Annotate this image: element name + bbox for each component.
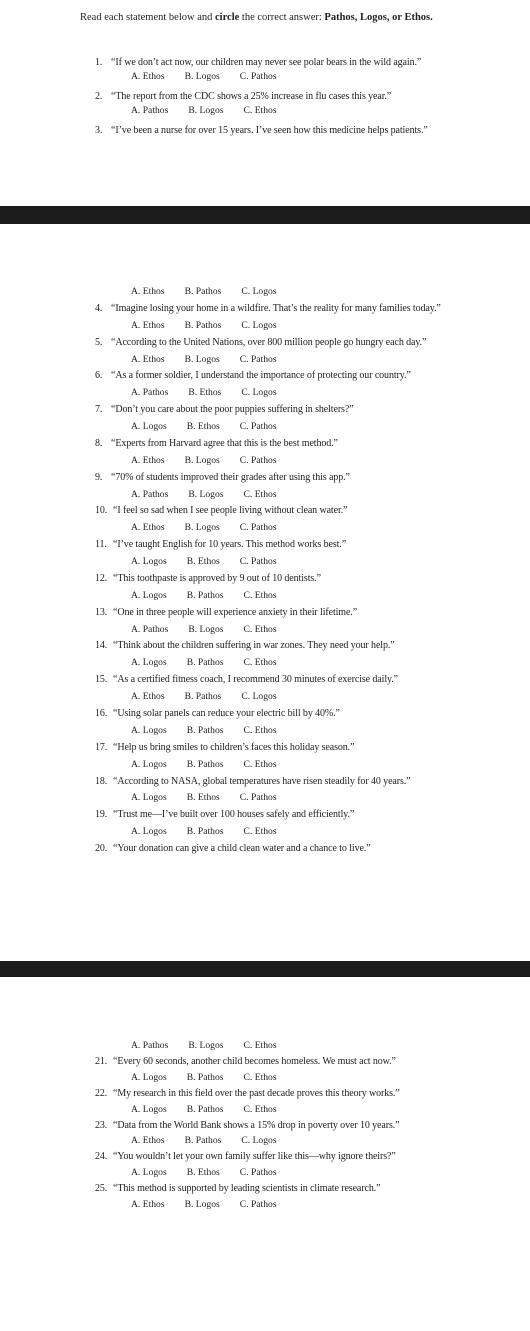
question-number: 18.	[95, 776, 108, 787]
instructions-options: Pathos, Logos, or Ethos.	[324, 12, 433, 23]
question-statement	[95, 505, 525, 516]
question-number: 22.	[95, 1088, 108, 1099]
answer-choices	[131, 1104, 297, 1115]
question-statement	[95, 776, 525, 787]
question-text: “Using solar panels can reduce your electric bill by 40%.”	[113, 708, 340, 719]
question-statement	[95, 1120, 525, 1131]
answer-choices	[131, 387, 297, 398]
answer-option-b[interactable]: B. Logos	[188, 489, 224, 500]
answer-option-b[interactable]: B. Logos	[188, 1040, 224, 1051]
answer-option-b[interactable]: B. Pathos	[184, 286, 222, 297]
answer-option-b[interactable]: B. Pathos	[184, 1135, 222, 1146]
answer-option-b[interactable]: B. Pathos	[186, 826, 224, 837]
answer-option-a[interactable]: A. Ethos	[131, 71, 165, 82]
answer-option-c[interactable]: C. Ethos	[243, 105, 277, 116]
answer-choices	[131, 691, 297, 702]
question-statement	[95, 57, 525, 68]
answer-choices	[131, 320, 297, 331]
answer-option-c[interactable]: C. Pathos	[239, 522, 277, 533]
question-number: 5.	[95, 337, 103, 348]
answer-option-a[interactable]: A. Logos	[131, 657, 167, 668]
question-text: “I’ve been a nurse for over 15 years. I’ve seen how this medicine helps patients.”	[111, 125, 428, 136]
answer-choices	[131, 590, 297, 601]
answer-option-b[interactable]: B. Ethos	[186, 556, 220, 567]
answer-choices	[131, 1135, 297, 1146]
answer-choices	[131, 759, 297, 770]
answer-option-a[interactable]: A. Logos	[131, 1072, 167, 1083]
question-statement	[95, 1088, 525, 1099]
instructions-prefix: Read each statement below and	[80, 12, 215, 23]
question-number: 17.	[95, 742, 108, 753]
answer-option-c[interactable]: C. Pathos	[239, 71, 277, 82]
question-statement	[95, 539, 525, 550]
answer-option-c[interactable]: C. Ethos	[243, 1040, 277, 1051]
question-text: “I’ve taught English for 10 years. This method works best.”	[113, 539, 347, 550]
question-number: 6.	[95, 370, 103, 381]
answer-option-a[interactable]: A. Logos	[131, 1104, 167, 1115]
answer-option-c[interactable]: C. Ethos	[243, 657, 277, 668]
answer-option-a[interactable]: A. Pathos	[131, 489, 169, 500]
question-text: “Think about the children suffering in war zones. They need your help.”	[113, 640, 395, 651]
question-number: 14.	[95, 640, 108, 651]
answer-option-a[interactable]: A. Ethos	[131, 354, 165, 365]
answer-option-c[interactable]: C. Logos	[241, 320, 277, 331]
question-number: 24.	[95, 1151, 108, 1162]
answer-option-a[interactable]: A. Logos	[131, 590, 167, 601]
question-statement	[95, 125, 525, 136]
instructions	[80, 12, 520, 23]
answer-option-a[interactable]: A. Pathos	[131, 387, 169, 398]
answer-option-b[interactable]: B. Pathos	[186, 590, 224, 601]
answer-option-b[interactable]: B. Pathos	[186, 759, 224, 770]
answer-choices	[131, 725, 297, 736]
question-text: “Data from the World Bank shows a 15% drop in poverty over 10 years.”	[113, 1120, 400, 1131]
answer-option-a[interactable]: A. Ethos	[131, 320, 165, 331]
answer-choices	[131, 1072, 297, 1083]
question-text: “My research in this field over the past decade proves this theory works.”	[113, 1088, 400, 1099]
page-break-divider	[0, 206, 530, 224]
answer-option-a[interactable]: A. Ethos	[131, 691, 165, 702]
answer-option-c[interactable]: C. Pathos	[239, 421, 277, 432]
answer-choices	[131, 657, 297, 668]
answer-choices	[131, 354, 297, 365]
question-text: “Imagine losing your home in a wildfire. That’s the reality for many families today.”	[111, 303, 441, 314]
question-number: 25.	[95, 1183, 108, 1194]
question-text: “70% of students improved their grades after using this app.”	[111, 472, 350, 483]
question-number: 7.	[95, 404, 103, 415]
question-number: 4.	[95, 303, 103, 314]
answer-option-c[interactable]: C. Ethos	[243, 1072, 277, 1083]
question-statement	[95, 573, 525, 584]
question-statement	[95, 1151, 525, 1162]
answer-option-a[interactable]: A. Logos	[131, 556, 167, 567]
question-number: 15.	[95, 674, 108, 685]
answer-choices	[131, 105, 297, 116]
answer-option-b[interactable]: B. Logos	[188, 624, 224, 635]
answer-option-a[interactable]: A. Pathos	[131, 105, 169, 116]
answer-option-a[interactable]: A. Ethos	[131, 1135, 165, 1146]
answer-option-c[interactable]: C. Pathos	[239, 455, 277, 466]
answer-option-b[interactable]: B. Logos	[184, 354, 220, 365]
answer-option-c[interactable]: C. Pathos	[239, 792, 277, 803]
answer-option-b[interactable]: B. Pathos	[186, 1072, 224, 1083]
question-statement	[95, 438, 525, 449]
answer-choices	[131, 71, 297, 82]
question-statement	[95, 370, 525, 381]
answer-option-a[interactable]: A. Logos	[131, 792, 167, 803]
answer-choices	[131, 792, 297, 803]
answer-option-b[interactable]: B. Ethos	[186, 421, 220, 432]
answer-option-c[interactable]: C. Logos	[241, 286, 277, 297]
answer-option-b[interactable]: B. Pathos	[184, 691, 222, 702]
question-text: “Every 60 seconds, another child becomes homeless. We must act now.”	[113, 1056, 396, 1067]
question-statement	[95, 674, 525, 685]
question-number: 8.	[95, 438, 103, 449]
question-number: 19.	[95, 809, 108, 820]
answer-option-c[interactable]: C. Pathos	[239, 1199, 277, 1210]
question-number: 16.	[95, 708, 108, 719]
answer-option-b[interactable]: B. Ethos	[188, 387, 222, 398]
question-text: “According to the United Nations, over 800 million people go hungry each day.”	[111, 337, 427, 348]
question-number: 23.	[95, 1120, 108, 1131]
answer-option-b[interactable]: B. Ethos	[186, 792, 220, 803]
answer-choices	[131, 1199, 297, 1210]
answer-option-b[interactable]: B. Logos	[184, 522, 220, 533]
question-text: “Your donation can give a child clean water and a chance to live.”	[113, 843, 371, 854]
question-statement	[95, 337, 525, 348]
answer-choices	[131, 421, 297, 432]
answer-option-b[interactable]: B. Ethos	[186, 1167, 220, 1178]
question-statement	[95, 640, 525, 651]
question-number: 3.	[95, 125, 103, 136]
answer-option-c[interactable]: C. Ethos	[243, 725, 277, 736]
question-number: 2.	[95, 91, 103, 102]
question-number: 11.	[95, 539, 107, 550]
question-text: “Experts from Harvard agree that this is the best method.”	[111, 438, 338, 449]
question-statement	[95, 303, 525, 314]
answer-option-a[interactable]: A. Logos	[131, 759, 167, 770]
answer-option-c[interactable]: C. Ethos	[243, 590, 277, 601]
answer-option-c[interactable]: C. Pathos	[239, 354, 277, 365]
answer-option-c[interactable]: C. Ethos	[243, 1104, 277, 1115]
question-statement	[95, 472, 525, 483]
answer-choices	[131, 522, 297, 533]
answer-choices	[131, 489, 297, 500]
answer-option-b[interactable]: B. Pathos	[184, 320, 222, 331]
answer-choices	[131, 624, 297, 635]
answer-option-c[interactable]: C. Ethos	[243, 624, 277, 635]
answer-option-a[interactable]: A. Pathos	[131, 624, 169, 635]
question-text: “Don’t you care about the poor puppies suffering in shelters?”	[111, 404, 354, 415]
question-statement	[95, 404, 525, 415]
question-number: 20.	[95, 843, 108, 854]
question-statement	[95, 91, 525, 102]
question-text: “As a certified fitness coach, I recommend 30 minutes of exercise daily.”	[113, 674, 398, 685]
question-statement	[95, 843, 525, 854]
page-break-divider	[0, 961, 530, 977]
question-text: “This method is supported by leading scientists in climate research.”	[113, 1183, 381, 1194]
answer-option-c[interactable]: C. Ethos	[243, 759, 277, 770]
question-statement	[95, 742, 525, 753]
question-statement	[95, 1056, 525, 1067]
answer-option-a[interactable]: A. Ethos	[131, 522, 165, 533]
question-text: “As a former soldier, I understand the importance of protecting our country.”	[111, 370, 411, 381]
question-statement	[95, 607, 525, 618]
answer-option-a[interactable]: A. Pathos	[131, 1040, 169, 1051]
answer-choices	[131, 286, 297, 297]
answer-option-a[interactable]: A. Ethos	[131, 455, 165, 466]
answer-option-a[interactable]: A. Logos	[131, 1167, 167, 1178]
instructions-circle: circle	[215, 12, 240, 23]
answer-option-c[interactable]: C. Logos	[241, 387, 277, 398]
answer-option-a[interactable]: A. Ethos	[131, 286, 165, 297]
answer-choices	[131, 1040, 297, 1051]
question-text: “You wouldn’t let your own family suffer like this—why ignore theirs?”	[113, 1151, 396, 1162]
question-statement	[95, 1183, 525, 1194]
answer-option-b[interactable]: B. Logos	[188, 105, 224, 116]
answer-choices	[131, 556, 297, 567]
question-statement	[95, 708, 525, 719]
answer-option-b[interactable]: B. Logos	[184, 71, 220, 82]
answer-option-a[interactable]: A. Logos	[131, 421, 167, 432]
answer-option-c[interactable]: C. Pathos	[239, 1167, 277, 1178]
question-number: 1.	[95, 57, 103, 68]
question-number: 10.	[95, 505, 108, 516]
answer-option-c[interactable]: C. Pathos	[239, 556, 277, 567]
question-statement	[95, 809, 525, 820]
question-text: “Help us bring smiles to children’s faces this holiday season.”	[113, 742, 355, 753]
answer-option-c[interactable]: C. Logos	[241, 1135, 277, 1146]
question-text: “If we don’t act now, our children may never see polar bears in the wild again.”	[111, 57, 422, 68]
answer-option-c[interactable]: C. Ethos	[243, 489, 277, 500]
answer-choices	[131, 1167, 297, 1178]
answer-option-a[interactable]: A. Ethos	[131, 1199, 165, 1210]
answer-choices	[131, 455, 297, 466]
answer-option-c[interactable]: C. Ethos	[243, 826, 277, 837]
question-text: “The report from the CDC shows a 25% increase in flu cases this year.”	[111, 91, 392, 102]
question-number: 12.	[95, 573, 108, 584]
question-text: “This toothpaste is approved by 9 out of 10 dentists.”	[113, 573, 321, 584]
answer-option-b[interactable]: B. Pathos	[186, 657, 224, 668]
question-text: “According to NASA, global temperatures have risen steadily for 40 years.”	[113, 776, 411, 787]
question-number: 21.	[95, 1056, 108, 1067]
answer-option-a[interactable]: A. Logos	[131, 826, 167, 837]
question-text: “One in three people will experience anxiety in their lifetime.”	[113, 607, 358, 618]
instructions-middle: the correct answer:	[239, 12, 325, 23]
question-number: 13.	[95, 607, 108, 618]
answer-option-b[interactable]: B. Pathos	[186, 1104, 224, 1115]
answer-option-b[interactable]: B. Logos	[184, 1199, 220, 1210]
answer-option-a[interactable]: A. Logos	[131, 725, 167, 736]
answer-option-b[interactable]: B. Pathos	[186, 725, 224, 736]
answer-option-b[interactable]: B. Logos	[184, 455, 220, 466]
question-text: “Trust me—I’ve built over 100 houses safely and efficiently.”	[113, 809, 355, 820]
question-number: 9.	[95, 472, 103, 483]
answer-option-c[interactable]: C. Logos	[241, 691, 277, 702]
answer-choices	[131, 826, 297, 837]
question-text: “I feel so sad when I see people living without clean water.”	[113, 505, 348, 516]
